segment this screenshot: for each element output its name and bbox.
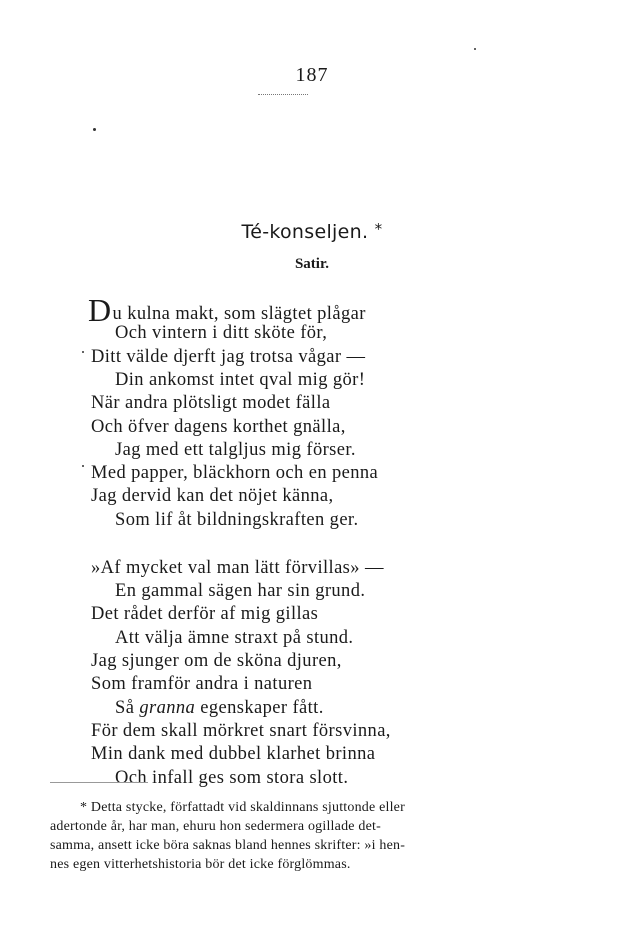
poem-line: Jag sjunger om de sköna djuren, (91, 651, 342, 671)
footnote-line: adertonde år, har man, ehuru hon sedermera ogillade det- (50, 819, 381, 834)
poem-line (115, 697, 324, 719)
poem-line: Jag med ett talgljus mig förser. (115, 440, 356, 460)
footnote (50, 798, 520, 874)
poem-line-text: Så (115, 698, 140, 718)
poem-line: Din ankomst intet qval mig gör! (115, 370, 366, 390)
poem-line-text: egenskaper fått. (195, 698, 324, 718)
poem-line: Jag dervid kan det nöjet känna, (91, 486, 334, 506)
poem-line-italic: granna (139, 698, 196, 718)
poem-line: Att välja ämne straxt på stund. (115, 628, 354, 648)
page-number: 187 (295, 64, 329, 86)
poem-line: Det rådet derför af mig gillas (91, 604, 319, 624)
poem-line: Och öfver dagens korthet gnälla, (91, 417, 346, 437)
poem-line: Som framför andra i naturen (91, 674, 313, 694)
poem-line: En gammal sägen har sin grund. (115, 581, 366, 601)
poem-line: När andra plötsligt modet fälla (91, 393, 331, 413)
footnote-line: * Detta stycke, författadt vid skaldinnans sjuttonde eller (80, 800, 405, 815)
poem-line: Som lif åt bildningskraften ger. (115, 510, 359, 530)
poem-line: Och infall ges som stora slott. (115, 768, 349, 788)
poem-line: Med papper, bläckhorn och en penna (91, 463, 379, 483)
footnote-mark: * (374, 220, 383, 238)
poem-line: »Af mycket val man lätt förvillas» — (91, 558, 384, 578)
poem-line-text: u kulna makt, som slägtet plågar (112, 304, 366, 324)
poem-line: Och vintern i ditt sköte för, (115, 323, 328, 343)
poem-line: Min dank med dubbel klarhet brinna (91, 744, 376, 764)
poem-line: För dem skall mörkret snart försvinna, (91, 721, 391, 741)
poem-line: Ditt välde djerft jag trotsa vågar — (91, 347, 366, 367)
poem-subtitle: Satir. (294, 256, 330, 272)
drop-cap: D (88, 292, 112, 328)
footnote-line: samma, ansett icke böra saknas bland hennes skrifter: »i hen- (50, 838, 406, 853)
footnote-rule (50, 782, 148, 783)
poem-title-text: Té-konseljen. (241, 221, 369, 243)
footnote-line: nes egen vitterhetshistoria bör det icke förglömmas. (50, 857, 351, 872)
